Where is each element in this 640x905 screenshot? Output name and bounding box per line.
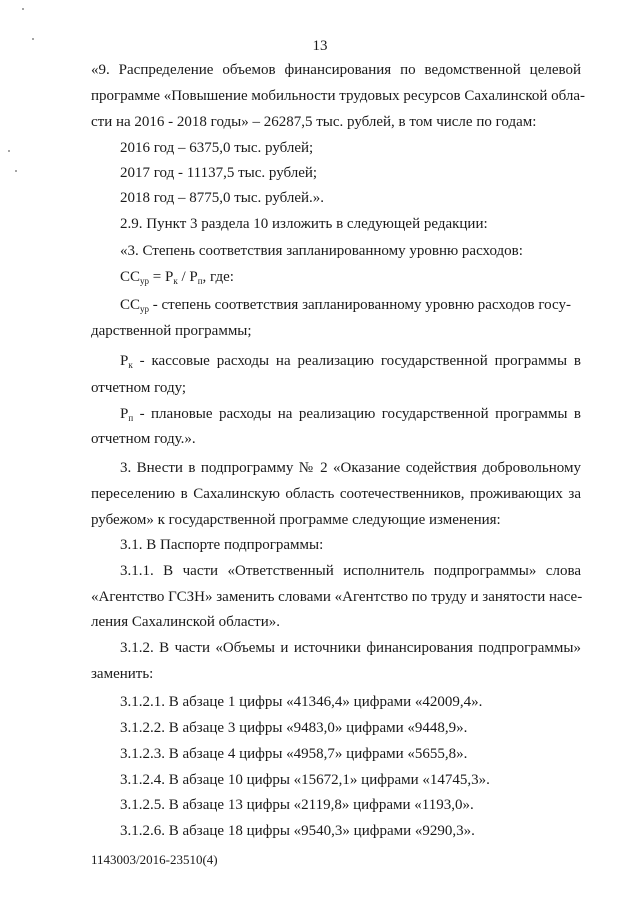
text-line: 3.1.2.3. В абзаце 4 цифры «4958,7» цифрами «5655,8». [120, 746, 468, 762]
definition-line [120, 296, 571, 318]
text-line: дарственной программы; [91, 323, 252, 339]
text-line: 3.1.2.2. В абзаце 3 цифры «9483,0» цифрами «9448,9». [120, 720, 468, 736]
page-number: 13 [312, 38, 328, 54]
text-line: 3.1.1. В части «Ответственный исполнитель подпрограммы» слова [120, 563, 581, 579]
text-line: 3. Внести в подпрограмму № 2 «Оказание содействия добровольному [120, 460, 581, 476]
formula-cc: СС [120, 269, 141, 285]
text-line: переселению в Сахалинскую область соотечественников, проживающих за [91, 486, 581, 502]
term-sub-p: п [128, 413, 134, 423]
text-line: рубежом» к государственной программе следующие изменения: [91, 512, 501, 528]
text-line: 2.9. Пункт 3 раздела 10 изложить в следующей редакции: [120, 216, 488, 232]
formula-slash: / Р [177, 269, 198, 285]
text-line: «Агентство ГСЗН» заменить словами «Агентство по труду и занятости насе- [91, 589, 583, 605]
scan-speck [22, 8, 24, 10]
formula-eq: = Р [149, 269, 174, 285]
formula-gde: , где: [202, 269, 234, 285]
text-line: 2018 год – 8775,0 тыс. рублей.». [120, 190, 325, 206]
text-line: 3.1.2.6. В абзаце 18 цифры «9540,3» цифрами «9290,3». [120, 823, 475, 839]
text-line: 2017 год - 11137,5 тыс. рублей; [120, 165, 318, 181]
text-line: заменить: [91, 666, 154, 682]
text-line: программе «Повышение мобильности трудовых ресурсов Сахалинской обла- [91, 88, 586, 104]
formula-line [120, 268, 234, 290]
text-line: «3. Степень соответствия запланированному уровню расходов: [120, 243, 523, 259]
term-sub-k: к [128, 360, 133, 370]
text-line: 3.1.2.5. В абзаце 13 цифры «2119,8» цифрами «1193,0». [120, 797, 474, 813]
formula-sub-p: п [197, 276, 203, 286]
definition-line [120, 405, 581, 427]
definition-text: - степень соответствия запланированному уровню расходов госу- [149, 297, 571, 313]
text-line: отчетном году; [91, 380, 187, 396]
definition-text: - кассовые расходы на реализацию государственной программы в [132, 353, 581, 369]
text-line: отчетном году.». [91, 431, 196, 447]
term-sub-ur: ур [140, 304, 150, 314]
text-line: 3.1. В Паспорте подпрограммы: [120, 537, 324, 553]
text-line: «9. Распределение объемов финансирования по ведомственной целевой [91, 62, 581, 78]
term-p: Р [120, 406, 129, 422]
definition-text: - плановые расходы на реализацию государственной программы в [133, 406, 581, 422]
text-line: 2016 год – 6375,0 тыс. рублей; [120, 140, 314, 156]
scan-speck [8, 150, 10, 152]
text-line: 3.1.2. В части «Объемы и источники финансирования подпрограммы» [120, 640, 581, 656]
text-line: 3.1.2.1. В абзаце 1 цифры «41346,4» цифрами «42009,4». [120, 694, 483, 710]
definition-line [120, 352, 581, 374]
formula-sub-k: к [173, 276, 178, 286]
formula-sub-ur: ур [140, 276, 150, 286]
scan-speck [15, 170, 17, 172]
term-p: Р [120, 353, 129, 369]
text-line: 3.1.2.4. В абзаце 10 цифры «15672,1» цифрами «14745,3». [120, 772, 490, 788]
document-footer-code: 1143003/2016-23510(4) [91, 852, 218, 867]
text-line: ления Сахалинской области». [91, 614, 280, 630]
text-line: сти на 2016 - 2018 годы» – 26287,5 тыс. рублей, в том числе по годам: [91, 114, 537, 130]
term-cc: СС [120, 297, 141, 313]
